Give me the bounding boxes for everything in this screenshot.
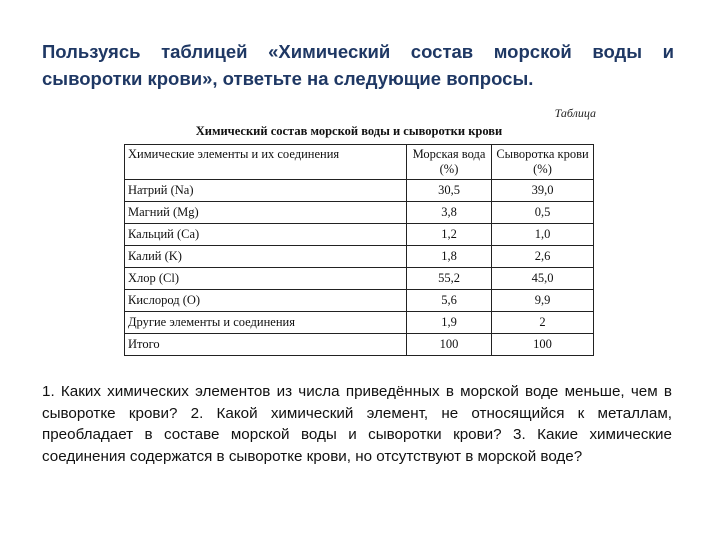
element-name: Другие элементы и соединения [125,312,407,334]
element-name: Натрий (Na) [125,180,407,202]
sea-water-value: 1,9 [407,312,492,334]
sea-water-value: 1,2 [407,224,492,246]
table-row [125,180,594,202]
header-blood-serum: Сыворотка крови (%) [492,145,594,180]
sea-water-value: 1,8 [407,246,492,268]
instruction-heading: Пользуясь таблицей «Химический состав морской воды и сыворотки крови», ответьте на следующие вопросы. [42,41,674,89]
table-total-row [125,334,594,356]
blood-serum-value: 39,0 [492,180,594,202]
header-sea-water: Морская вода (%) [407,145,492,180]
element-name: Кальций (Ca) [125,224,407,246]
table-row [125,290,594,312]
table-row [125,202,594,224]
sea-water-value: 5,6 [407,290,492,312]
table-header-row [125,145,594,180]
table-row [125,312,594,334]
element-name: Итого [125,334,407,356]
blood-serum-value: 2,6 [492,246,594,268]
element-name: Магний (Mg) [125,202,407,224]
blood-serum-value: 100 [492,334,594,356]
blood-serum-value: 1,0 [492,224,594,246]
element-name: Кислород (O) [125,290,407,312]
blood-serum-value: 45,0 [492,268,594,290]
table-title: Химический состав морской воды и сыворотки крови [195,124,503,138]
table-figure [124,106,596,356]
table-row [125,268,594,290]
blood-serum-value: 9,9 [492,290,594,312]
questions-text: 1. Каких химических элементов из числа приведённых в морской воде меньше, чем в сыворотке крови? 2. Какой химический элемент, не относящийся к металлам, преобладает в составе морской воды и сыворотки крови? 3. Какие химические соединения содержатся в сыворотке крови, но отсутствуют в морской воде? [42,383,672,465]
header-elements: Химические элементы и их соединения [125,145,407,180]
sea-water-value: 30,5 [407,180,492,202]
table-label: Таблица [554,106,596,120]
chemical-composition-table [124,144,594,356]
sea-water-value: 55,2 [407,268,492,290]
sea-water-value: 100 [407,334,492,356]
element-name: Калий (K) [125,246,407,268]
table-row [125,224,594,246]
blood-serum-value: 2 [492,312,594,334]
table-row [125,246,594,268]
sea-water-value: 3,8 [407,202,492,224]
blood-serum-value: 0,5 [492,202,594,224]
element-name: Хлор (Cl) [125,268,407,290]
